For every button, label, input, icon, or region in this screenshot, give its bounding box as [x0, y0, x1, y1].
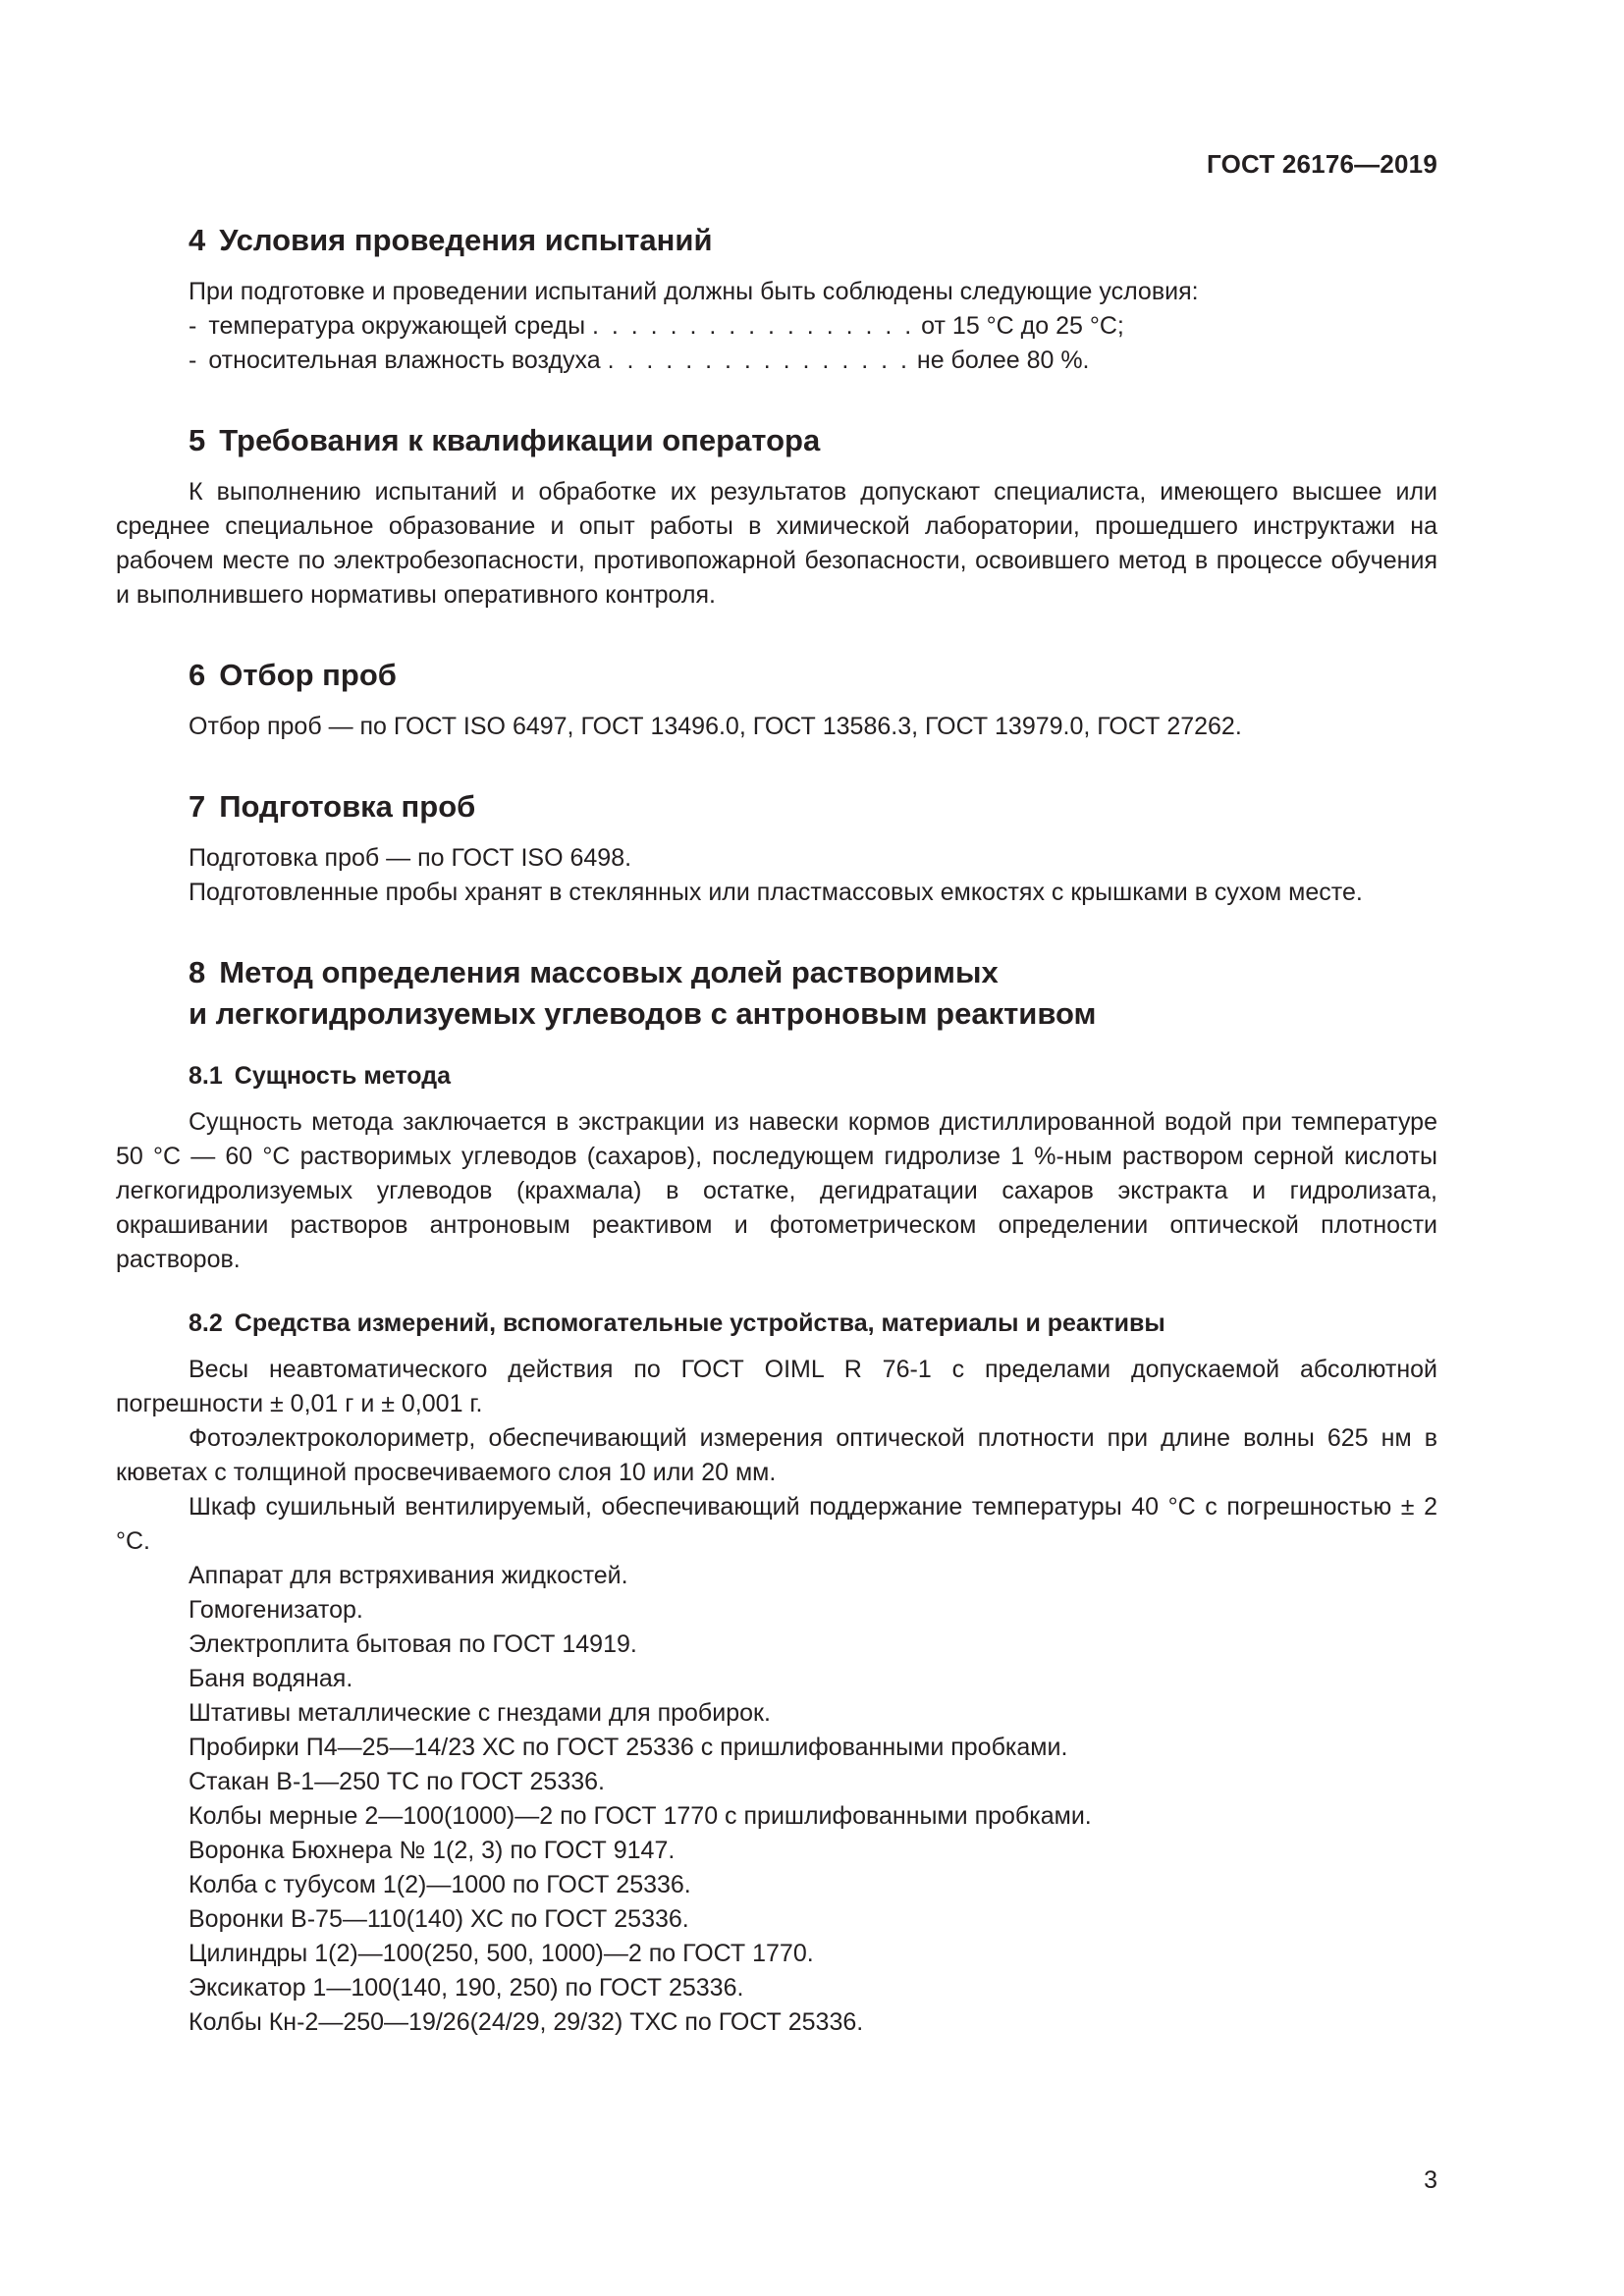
equipment-item: Пробирки П4—25—14/23 ХС по ГОСТ 25336 с пришлифованными пробками.: [189, 1734, 1068, 1761]
dot-leader: . . . . . . . . . . . . . . . . .: [592, 312, 915, 340]
subsection-title: Средства измерений, вспомогательные устройства, материалы и реактивы: [234, 1309, 1165, 1337]
section-title-line-1: Метод определения массовых долей растворимых: [219, 955, 999, 989]
subsection-8-1-text: Сущность метода заключается в экстракции из навески кормов дистиллированной водой при температуре 50 °C — 60 °C растворимых углеводов (сахаров), последующем гидролизе 1 %-ным раствором серной кислоты легкогидролизуемых углеводов (крахмала) в остатке, дегидратации сахаров экстракта и гидролизата, окрашивании растворов антроновым реактивом и фотометрическом определении оптической плотности растворов.: [116, 1108, 1437, 1273]
equipment-item: Колбы мерные 2—100(1000)—2 по ГОСТ 1770 с пришлифованными пробками.: [189, 1802, 1092, 1830]
condition-value: от 15 °C до 25 °C;: [921, 312, 1124, 340]
condition-value: не более 80 %.: [916, 347, 1090, 374]
section-8-heading: [116, 952, 1437, 1035]
document-code: ГОСТ 26176—2019: [1207, 149, 1437, 179]
section-7-paragraph-1: Подготовка проб — по ГОСТ ISO 6498.: [189, 844, 632, 872]
subsection-number: 8.1: [189, 1062, 223, 1090]
subsection-8-1-heading: [116, 1059, 1437, 1094]
condition-item-humidity: [116, 344, 1437, 378]
page-number: 3: [1424, 2166, 1437, 2194]
equipment-item: Баня водяная.: [189, 1665, 353, 1692]
section-number: 8: [189, 955, 206, 989]
section-6-heading: [116, 655, 1437, 696]
equipment-item: Цилиндры 1(2)—100(250, 500, 1000)—2 по ГОСТ 1770.: [189, 1940, 814, 1967]
subsection-number: 8.2: [189, 1309, 223, 1337]
list-dash: -: [189, 312, 197, 340]
section-number: 5: [189, 423, 206, 457]
section-5-heading: [116, 420, 1437, 461]
equipment-list: [116, 1353, 1437, 2040]
subsection-title: Сущность метода: [234, 1062, 452, 1090]
equipment-item: Воронка Бюхнера № 1(2, 3) по ГОСТ 9147.: [189, 1837, 676, 1864]
list-dash: -: [189, 347, 197, 374]
equipment-item: Электроплита бытовая по ГОСТ 14919.: [189, 1630, 637, 1658]
equipment-item: Колба с тубусом 1(2)—1000 по ГОСТ 25336.: [189, 1871, 691, 1898]
section-5-text: К выполнению испытаний и обработке их результатов допускают специалиста, имеющего высшее или среднее специальное образование и опыт работы в химической лаборатории, прошедшего инструктажи на рабочем месте по электробезопасности, противопожарной безопасности, освоившего метод в процессе обучения и выполнившего нормативы оперативного контроля.: [116, 478, 1437, 609]
equipment-item: Аппарат для встряхивания жидкостей.: [189, 1562, 628, 1589]
equipment-item: Гомогенизатор.: [189, 1596, 363, 1624]
subsection-8-2-heading: [116, 1307, 1437, 1341]
equipment-item: Воронки В-75—110(140) ХС по ГОСТ 25336.: [189, 1905, 689, 1933]
section-7-paragraph-2: Подготовленные пробы хранят в стеклянных или пластмассовых емкостях с крышками в сухом месте.: [189, 879, 1363, 906]
equipment-item: Фотоэлектроколориметр, обеспечивающий измерения оптической плотности при длине волны 625 нм в кюветах с толщиной просвечиваемого слоя 10 или 20 мм.: [116, 1424, 1437, 1486]
equipment-item: Штативы металлические с гнездами для пробирок.: [189, 1699, 771, 1727]
section-number: 7: [189, 789, 206, 824]
section-4-heading: [116, 220, 1437, 261]
condition-label: относительная влажность воздуха: [208, 347, 601, 374]
dot-leader: . . . . . . . . . . . . . . . .: [607, 347, 910, 374]
section-title: Отбор проб: [219, 658, 397, 692]
page-content: [116, 220, 1437, 2040]
section-title: Условия проведения испытаний: [219, 223, 713, 257]
section-7-heading: [116, 786, 1437, 828]
condition-item-temperature: [116, 309, 1437, 344]
equipment-item: Эксикатор 1—100(140, 190, 250) по ГОСТ 25336.: [189, 1974, 744, 2002]
section-title-line-2: и легкогидролизуемых углеводов с антроновым реактивом: [189, 996, 1097, 1031]
section-title: Подготовка проб: [219, 789, 476, 824]
equipment-item: Колбы Кн-2—250—19/26(24/29, 29/32) ТХС по ГОСТ 25336.: [189, 2008, 864, 2036]
equipment-item: Весы неавтоматического действия по ГОСТ OIML R 76-1 с пределами допускаемой абсолютной погрешности ± 0,01 г и ± 0,001 г.: [116, 1356, 1437, 1417]
section-4-intro: При подготовке и проведении испытаний должны быть соблюдены следующие условия:: [189, 278, 1199, 305]
condition-label: температура окружающей среды: [208, 312, 586, 340]
section-number: 6: [189, 658, 206, 692]
equipment-item: Стакан В-1—250 ТС по ГОСТ 25336.: [189, 1768, 605, 1795]
section-6-text: Отбор проб — по ГОСТ ISO 6497, ГОСТ 13496.0, ГОСТ 13586.3, ГОСТ 13979.0, ГОСТ 27262.: [189, 713, 1242, 740]
equipment-item: Шкаф сушильный вентилируемый, обеспечивающий поддержание температуры 40 °C с погрешностью ± 2 °C.: [116, 1493, 1437, 1555]
section-title: Требования к квалификации оператора: [219, 423, 821, 457]
section-number: 4: [189, 223, 206, 257]
